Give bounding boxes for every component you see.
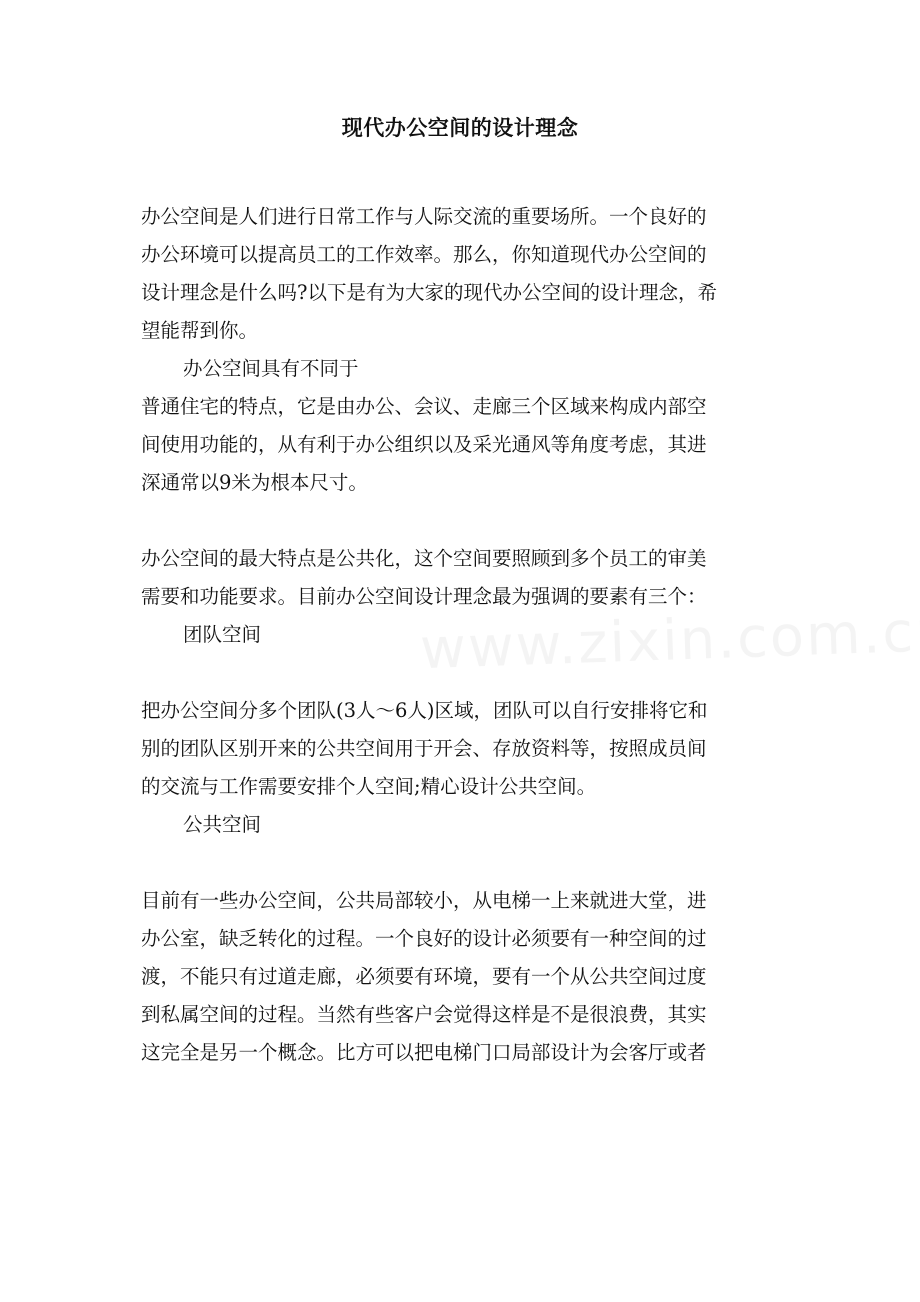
- text-line: 深通常以9米为根本尺寸。: [141, 471, 368, 494]
- document-body: [141, 198, 781, 1072]
- subheading-public-space: 公共空间: [183, 813, 262, 836]
- text-line: 设计理念是什么吗?以下是有为大家的现代办公空间的设计理念，希: [141, 281, 717, 304]
- paragraph-gap: [141, 844, 781, 882]
- text-line: 需要和功能要求。目前办公空间设计理念最为强调的要素有三个：: [141, 585, 707, 608]
- text-line: 目前有一些办公空间，公共局部较小，从电梯一上来就进大堂，进: [141, 889, 707, 912]
- text-line: 的交流与工作需要安排个人空间;精心设计公共空间。: [141, 775, 597, 798]
- text-line: 到私属空间的过程。当然有些客户会觉得这样是不是很浪费，其实: [141, 1003, 707, 1026]
- text-line: 这完全是另一个概念。比方可以把电梯门口局部设计为会客厅或者: [141, 1041, 707, 1064]
- subheading-team-space: 团队空间: [183, 623, 262, 646]
- text-line: 办公空间是人们进行日常工作与人际交流的重要场所。一个良好的: [141, 205, 707, 228]
- text-line: 普通住宅的特点，它是由办公、会议、走廊三个区域来构成内部空: [141, 395, 707, 418]
- text-line: 办公室，缺乏转化的过程。一个良好的设计必须要有一种空间的过: [141, 927, 707, 950]
- text-line: 渡，不能只有过道走廊，必须要有环境，要有一个从公共空间过度: [141, 965, 707, 988]
- subheading-line: 办公空间具有不同于: [183, 357, 359, 380]
- text-line: 间使用功能的，从有利于办公组织以及采光通风等角度考虑，其进: [141, 433, 707, 456]
- document-title: 现代办公空间的设计理念: [341, 115, 579, 140]
- paragraph-gap: [141, 502, 781, 540]
- text-line: 望能帮到你。: [141, 319, 259, 342]
- text-line: 把办公空间分多个团队(3人～6人)区域，团队可以自行安排将它和: [141, 699, 708, 722]
- text-line: 办公环境可以提高员工的工作效率。那么，你知道现代办公空间的: [141, 243, 707, 266]
- text-line: 办公空间的最大特点是公共化，这个空间要照顾到多个员工的审美: [141, 547, 707, 570]
- text-line: 别的团队区别开来的公共空间用于开会、存放资料等，按照成员间: [141, 737, 707, 760]
- paragraph-gap: [141, 654, 781, 692]
